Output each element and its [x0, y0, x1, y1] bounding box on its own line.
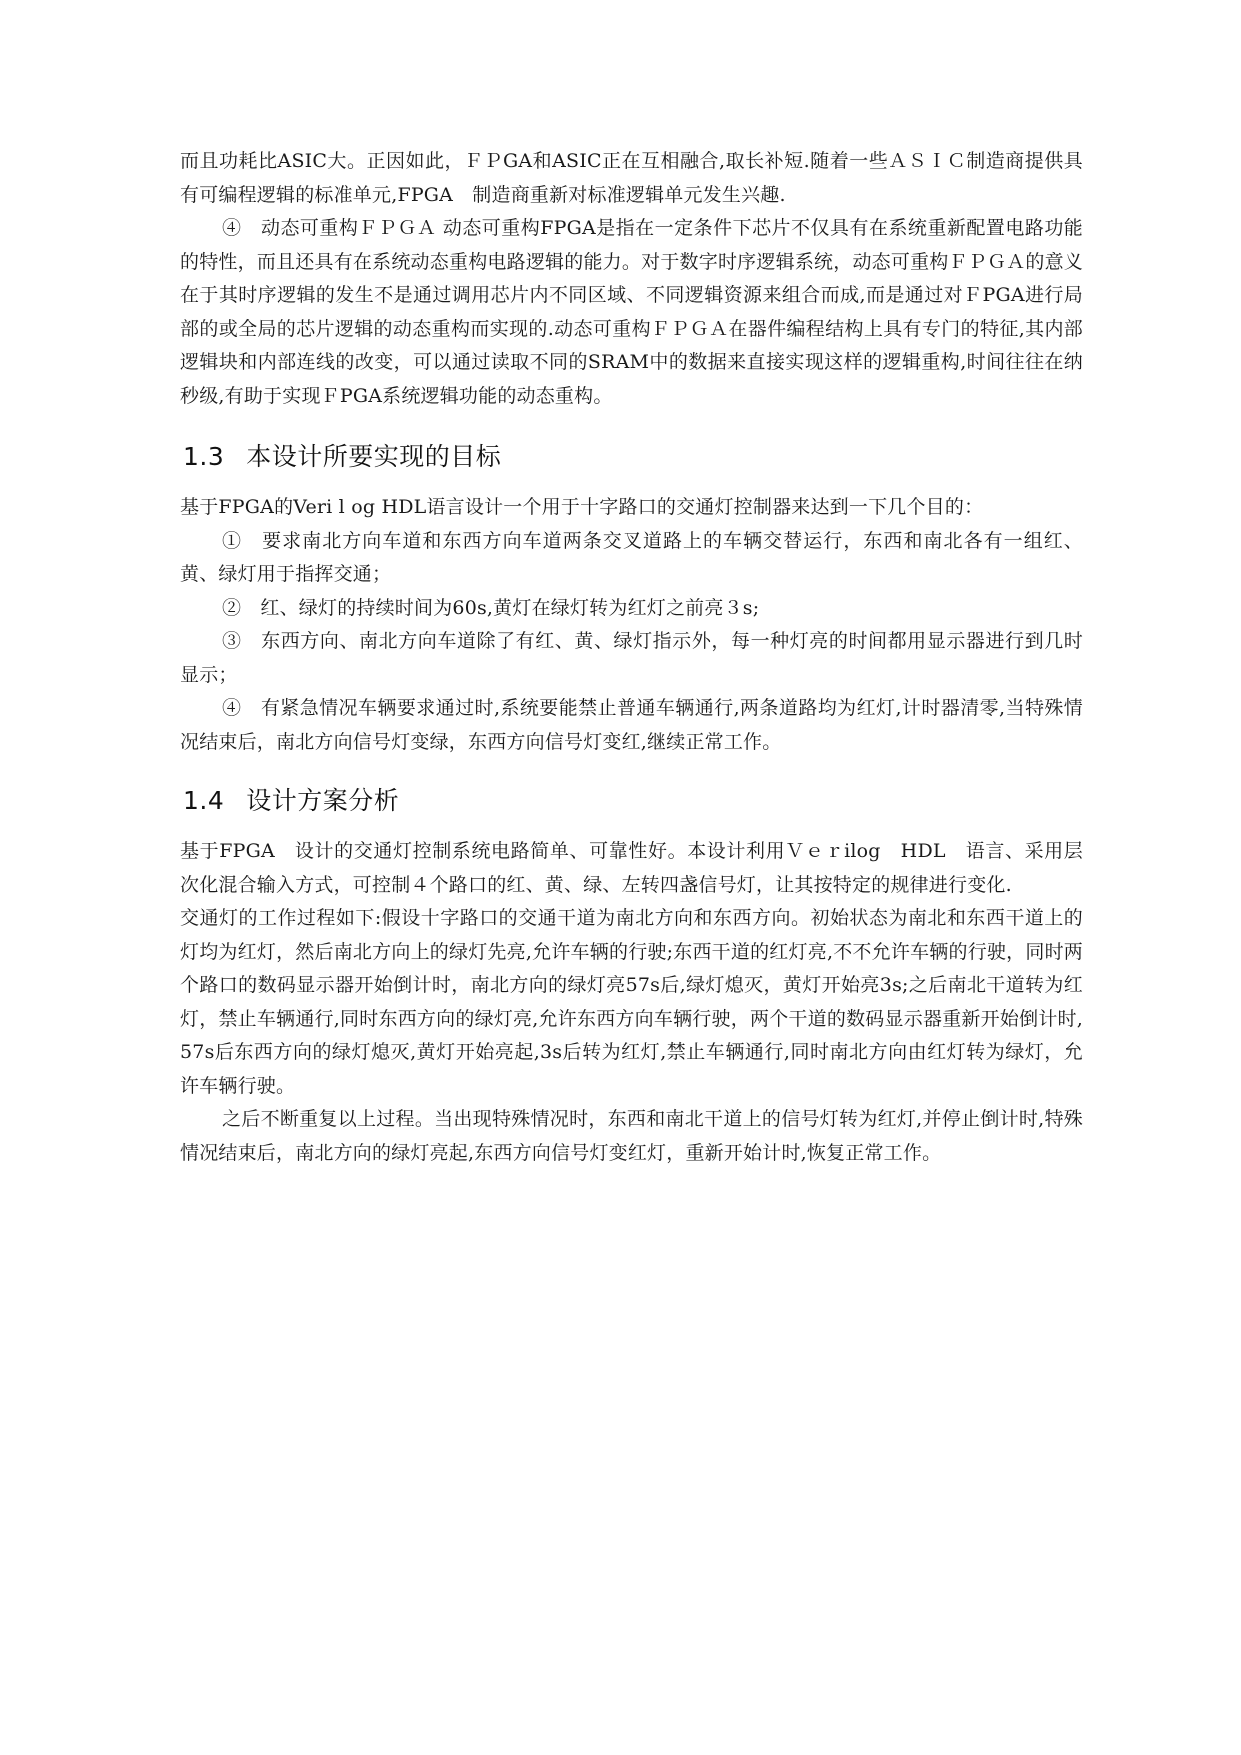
paragraph-repeat-and-emergency: 之后不断重复以上过程。当出现特殊情况时，东西和南北干道上的信号灯转为红灯,并停止倒计时,特殊情况结束后，南北方向的绿灯亮起,东西方向信号灯变红灯，重新开始计时,恢复正常工作。 [180, 1108, 1083, 1164]
section-title: 设计方案分析 [246, 786, 400, 815]
goal-item-3: ③ 东西方向、南北方向车道除了有红、黄、绿灯指示外，每一种灯亮的时间都用显示器进行到几时显示； [180, 630, 1083, 686]
goal-item-2: ② 红、绿灯的持续时间为60s,黄灯在绿灯转为红灯之前亮３s; [222, 596, 760, 619]
section-title: 本设计所要实现的目标 [246, 442, 502, 471]
paragraph-working-process: 交通灯的工作过程如下:假设十字路口的交通干道为南北方向和东西方向。初始状态为南北和东西干道上的灯均为红灯，然后南北方向上的绿灯先亮,允许车辆的行驶;东西干道的红灯亮,不不允许车辆的行驶，同时两个路口的数码显示器开始倒计时，南北方向的绿灯亮57s后,绿灯熄灭，黄灯开始亮3s;之后南北干道转为红灯，禁止车辆通行,同时东西方向的绿灯亮,允许东西方向车辆行驶，两个干道的数码显示器重新开始倒计时,57s后东西方向的绿灯熄灭,黄灯开始亮起,3s后转为红灯,禁止车辆通行,同时南北方向由红灯转为绿灯，允许车辆行驶。 [180, 907, 1083, 1097]
paragraph-fpga-asic-fusion: 而且功耗比ASIC大。正因如此，ＦＰGA和ASIC正在互相融合,取长补短.随着一些ＡＳＩＣ制造商提供具有可编程逻辑的标准单元,FPGA 制造商重新对标准逻辑单元发生兴趣. [180, 150, 1083, 206]
document-page [180, 145, 1083, 1170]
paragraph-goals-intro: 基于FPGA的Veri l og HDL语言设计一个用于十字路口的交通灯控制器来达到一下几个目的： [180, 496, 984, 518]
paragraph-dynamic-reconfigurable-fpga: ④ 动态可重构ＦＰＧＡ 动态可重构FPGA是指在一定条件下芯片不仅具有在系统重新配置电路功能的特性，而且还具有在系统动态重构电路逻辑的能力。对于数字时序逻辑系统，动态可重构ＦＰＧＡ的意义在于其时序逻辑的发生不是通过调用芯片内不同区域、不同逻辑资源来组合而成,而是通过对ＦPGA进行局部的或全局的芯片逻辑的动态重构而实现的.动态可重构ＦＰＧＡ在器件编程结构上具有专门的特征,其内部逻辑块和内部连线的改变，可以通过读取不同的SRAM中的数据来直接实现这样的逻辑重构,时间往往在纳秒级,有助于实现ＦPGA系统逻辑功能的动态重构。 [180, 217, 1083, 407]
section-number: 1.3 [183, 442, 225, 471]
goal-item-1: ① 要求南北方向车道和东西方向车道两条交叉道路上的车辆交替运行，东西和南北各有一组红、黄、绿灯用于指挥交通； [180, 529, 1083, 585]
goal-item-4: ④ 有紧急情况车辆要求通过时,系统要能禁止普通车辆通行,两条道路均为红灯,计时器清零,当特殊情况结束后，南北方向信号灯变绿，东西方向信号灯变红,继续正常工作。 [180, 697, 1083, 753]
section-heading-1-3 [180, 437, 1083, 473]
section-heading-1-4 [180, 781, 1083, 817]
section-number: 1.4 [183, 786, 225, 815]
paragraph-design-overview: 基于FPGA 设计的交通灯控制系统电路简单、可靠性好。本设计利用Ｖｅｒilog HDL 语言、采用层次化混合输入方式，可控制４个路口的红、黄、绿、左转四盏信号灯，让其按特定的规律进行变化. [180, 840, 1083, 896]
